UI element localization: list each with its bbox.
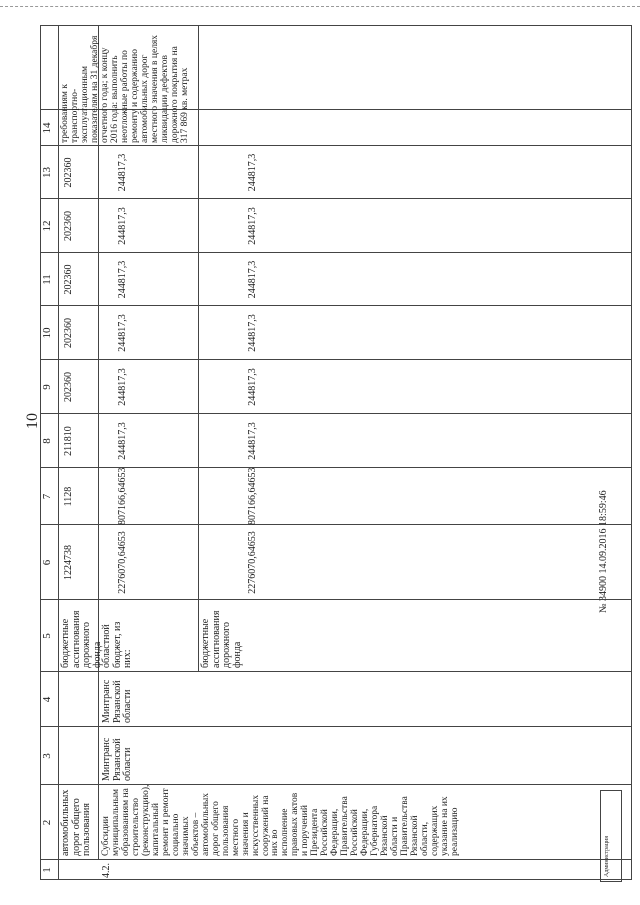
col-sep	[40, 252, 632, 253]
col-sep	[40, 784, 632, 785]
col-sep	[40, 305, 632, 306]
source-road-fund: бюджетные ассигнования дорожного фонда	[200, 610, 243, 668]
row-number: 4.2.	[101, 863, 112, 878]
subrow-divider	[198, 25, 199, 672]
col-header-5: 5	[41, 633, 53, 639]
col-header-9: 9	[41, 384, 53, 390]
col-sep	[40, 599, 632, 600]
cont-cell-11: 202360	[63, 264, 74, 295]
col-header-1: 1	[41, 867, 53, 873]
stamp-text: Администрация	[604, 835, 610, 877]
col-header-7: 7	[41, 493, 53, 500]
cont-cell-9: 202360	[63, 372, 74, 402]
row-description: Субсидии муниципальным образованиям на строительство (реконструкцию), капитальный ремонт и ремонт социально значимых объектов – автомобильных дорог общего пользования местного значения и искусственных сооружений на них во исполнение правовых актов и поручений Президента Российской Федерации, Правительства Российской Федерации, Губернатора Рязанской области и Правительства Рязанской области, содержащих указание на их реализацию	[101, 784, 460, 856]
cont-cell-2: автомобильных дорог общего пользования	[60, 789, 92, 856]
col-header-3: 3	[41, 753, 53, 759]
row-divider	[98, 25, 99, 860]
col-header-13: 13	[41, 167, 53, 178]
page-number: 10	[24, 413, 41, 429]
program-table	[40, 25, 632, 880]
document-footer: № 34900 14.09.2016 18:59:46	[598, 490, 609, 613]
amount-y10-b: 244817,3	[247, 314, 258, 352]
col-header-8: 8	[41, 438, 53, 444]
amount-y8-a: 244817,3	[117, 422, 128, 460]
col-header-4: 4	[41, 696, 53, 703]
amount-total-a: 2276070,64653	[117, 531, 128, 594]
top-edge-line	[0, 6, 640, 7]
amount-y12-b: 244817,3	[247, 207, 258, 245]
col-header-11: 11	[41, 274, 53, 285]
cont-cell-12: 202360	[63, 211, 74, 241]
amount-2015-a: 807166,64653	[117, 467, 128, 525]
cont-cell-5: бюджетные ассигнования дорожного фонда	[60, 610, 103, 668]
source-regional: областной бюджет, из них:	[101, 621, 133, 668]
cont-cell-7: 1128	[63, 486, 74, 507]
col-sep	[40, 524, 632, 525]
cont-cell-8: 211810	[63, 426, 74, 456]
col-sep	[40, 726, 632, 727]
amount-y9-b: 244817,3	[247, 368, 258, 406]
amount-2015-b: 807166,64653	[247, 467, 258, 525]
cont-cell-13: 202360	[63, 157, 74, 188]
amount-y11-b: 244817,3	[247, 260, 258, 299]
amount-total-b: 2276070,64653	[247, 531, 258, 594]
header-divider	[58, 25, 59, 880]
col-sep	[40, 671, 632, 672]
col-sep	[40, 413, 632, 414]
amount-y13-a: 244817,3	[117, 153, 128, 192]
col-header-12: 12	[41, 220, 53, 232]
col-sep	[40, 467, 632, 468]
col-header-14: 14	[41, 122, 53, 134]
col-sep	[40, 198, 632, 199]
row-responsible-4: Минтранс Рязанской области	[101, 679, 133, 723]
amount-y8-b: 244817,3	[247, 422, 258, 460]
cont-cell-10: 202360	[63, 318, 74, 348]
col-sep	[40, 859, 632, 860]
col-sep	[40, 359, 632, 360]
amount-y11-a: 244817,3	[117, 260, 128, 299]
cont-cell-6: 1224738	[63, 545, 74, 580]
col-header-6: 6	[41, 559, 53, 566]
amount-y13-b: 244817,3	[247, 153, 258, 192]
col-header-2: 2	[41, 819, 53, 826]
row-responsible-3: Минтранс Рязанской области	[101, 737, 133, 781]
cont-cell-14: требованиям к транспортно-эксплуатационным показателям на 31 декабря отчетного года; к концу 2016 года: выполнить неотложные работы по ремонту и содержанию автомобильных дорог местного значения в целях ликвидации дефектов дорожного покрытия на 317 869 кв. метрах	[60, 34, 190, 143]
col-sep	[40, 145, 632, 146]
amount-y10-a: 244817,3	[117, 314, 128, 352]
col-header-10: 10	[41, 327, 53, 339]
amount-y12-a: 244817,3	[117, 207, 128, 245]
amount-y9-a: 244817,3	[117, 368, 128, 406]
